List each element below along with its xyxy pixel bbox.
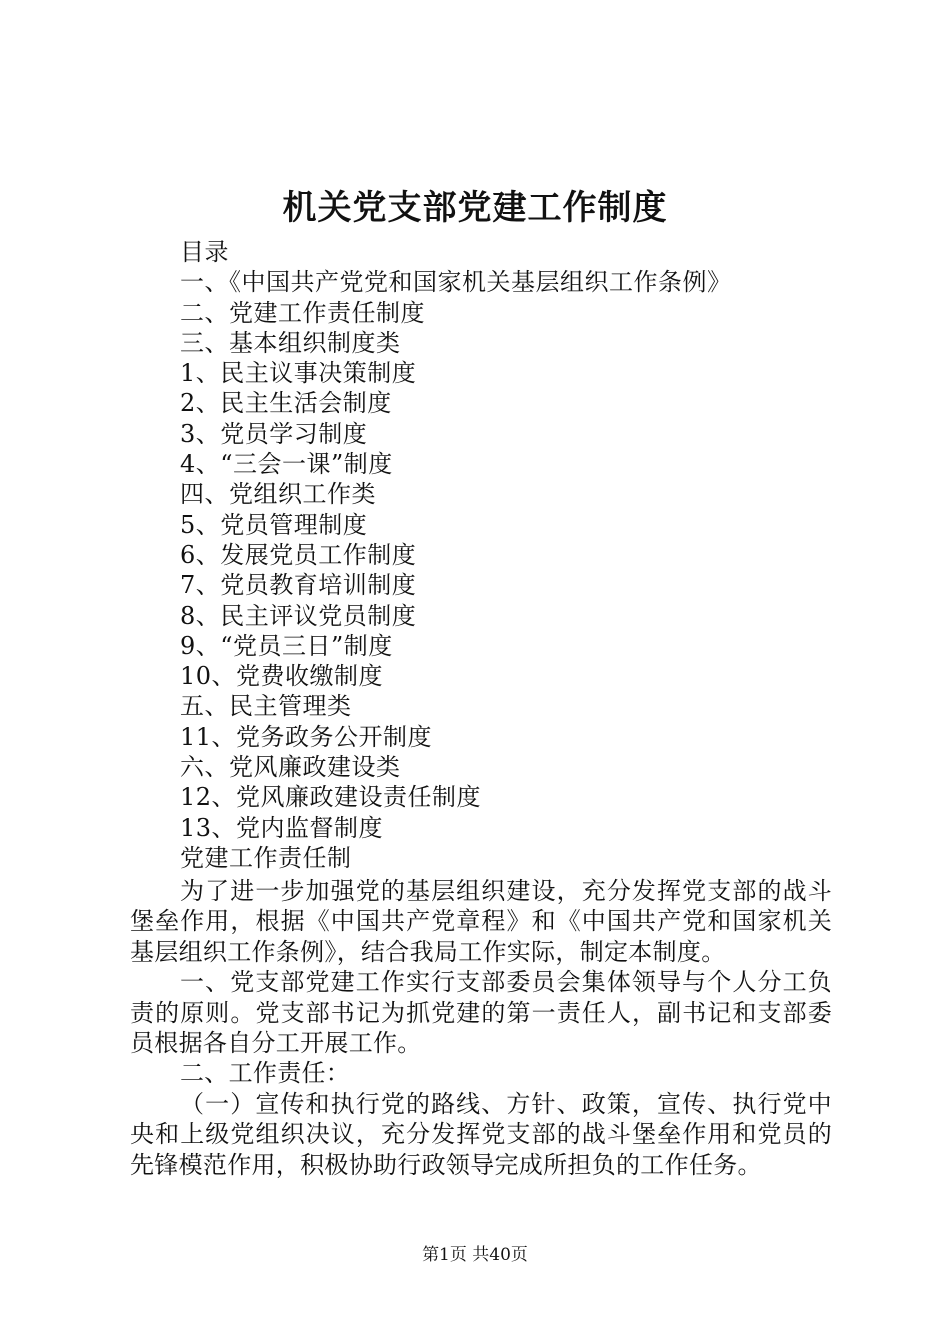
page-footer: 第1页 共40页 (422, 1245, 528, 1265)
section-heading: 党建工作责任制 (180, 843, 352, 872)
toc-item: 5、党员管理制度 (180, 510, 368, 539)
paragraph: （一）宣传和执行党的路线、方针、政策，宣传、执行党中央和上级党组织决议，充分发挥党支部的战斗堡垒作用和党员的先锋模范作用，积极协助行政领导完成所担负的工作任务。 (130, 1089, 832, 1179)
body-text (130, 876, 832, 1180)
toc-item: 6、发展党员工作制度 (180, 540, 417, 569)
paragraph: 为了进一步加强党的基层组织建设，充分发挥党支部的战斗堡垒作用，根据《中国共产党章程》和《中国共产党和国家机关基层组织工作条例》，结合我局工作实际，制定本制度。 (130, 877, 832, 966)
toc-item: 10、党费收缴制度 (180, 662, 384, 691)
toc-item: 二、党建工作责任制度 (180, 298, 425, 327)
toc-item: 三、基本组织制度类 (180, 328, 401, 357)
toc-item: 9、“党员三日”制度 (180, 631, 393, 660)
toc-item: 六、党风廉政建设类 (180, 753, 401, 782)
table-of-contents (180, 237, 732, 873)
toc-item: 13、党内监督制度 (180, 813, 384, 842)
toc-item: 五、民主管理类 (180, 692, 352, 721)
toc-item: 1、民主议事决策制度 (180, 359, 417, 388)
toc-item: 四、党组织工作类 (180, 480, 376, 509)
toc-item: 12、党风廉政建设责任制度 (180, 783, 482, 812)
toc-item: 11、党务政务公开制度 (180, 722, 433, 751)
paragraph: 一、党支部党建工作实行支部委员会集体领导与个人分工负责的原则。党支部书记为抓党建的第一责任人，副书记和支部委员根据各自分工开展工作。 (130, 968, 832, 1058)
toc-item: 2、民主生活会制度 (180, 389, 392, 418)
toc-item: 8、民主评议党员制度 (180, 601, 417, 630)
document-title: 机关党支部党建工作制度 (282, 188, 668, 228)
toc-item: 7、党员教育培训制度 (180, 571, 417, 600)
toc-item: 一、《中国共产党党和国家机关基层组织工作条例》 (180, 268, 732, 297)
toc-item: 目录 (180, 238, 229, 266)
paragraph: 二、工作责任： (180, 1059, 351, 1088)
toc-item: 4、“三会一课”制度 (180, 450, 393, 479)
toc-item: 3、党员学习制度 (180, 419, 368, 448)
